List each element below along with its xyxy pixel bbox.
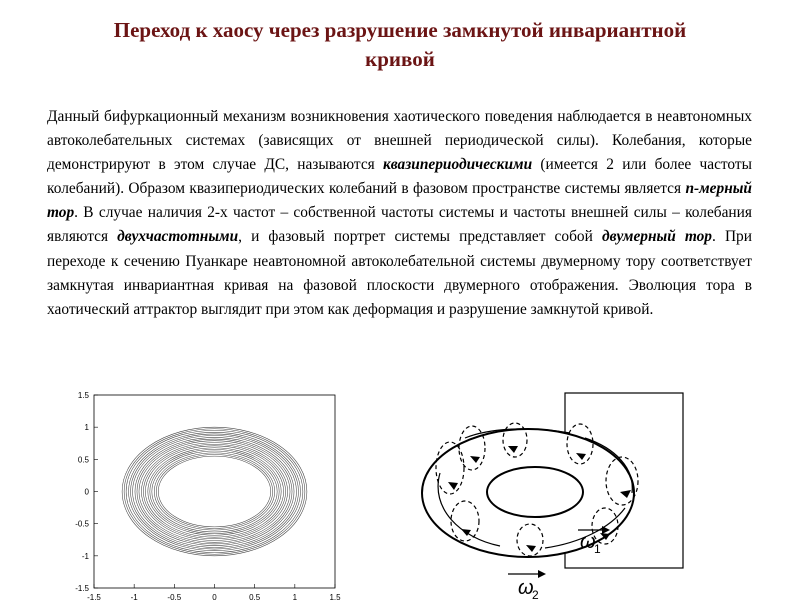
invariant-curve xyxy=(126,430,303,552)
invariant-curve xyxy=(158,456,270,527)
y-tick-label: 0.5 xyxy=(77,455,89,465)
invariant-curve xyxy=(133,436,297,548)
invariant-curve xyxy=(156,455,272,529)
text-run: (имеется 2 или более частоты колебаний). Образом квазипериодических колебаний в фазовом пространстве системы является xyxy=(47,156,752,198)
x-tick-label: 0 xyxy=(212,593,217,600)
invariant-curve xyxy=(141,443,287,541)
y-tick-label: 1 xyxy=(84,423,89,433)
x-tick-label: 1.5 xyxy=(329,593,341,600)
invariant-curve xyxy=(148,448,281,535)
omega2-label xyxy=(508,570,546,600)
y-axis-ticks xyxy=(75,391,98,593)
text-run: . В случае наличия 2-х частот – собственной частоты системы и частоты внешней силы – колебания являются xyxy=(47,204,752,246)
torus-hole xyxy=(487,467,583,517)
poincare-section-plot xyxy=(64,378,354,600)
omega1-label xyxy=(578,526,610,556)
body-paragraph xyxy=(47,105,752,322)
closed-invariant-curves xyxy=(122,427,307,556)
key-term: двухчастотными xyxy=(117,228,239,246)
text-run: , и фазовый портрет системы представляет собой xyxy=(238,228,602,246)
omega1-subscript: 1 xyxy=(594,542,601,556)
torus-diagram xyxy=(410,388,700,600)
x-tick-label: 1 xyxy=(292,593,298,600)
omega1-symbol: ω xyxy=(580,531,596,553)
invariant-curve xyxy=(150,449,279,533)
y-tick-label: -0.5 xyxy=(75,519,89,529)
invariant-curve xyxy=(137,439,292,544)
key-term: двумерный тор xyxy=(601,228,712,246)
x-axis-ticks xyxy=(87,584,341,600)
invariant-curve xyxy=(143,444,285,539)
y-tick-label: 1.5 xyxy=(77,391,89,400)
x-tick-label: 0.5 xyxy=(249,593,261,600)
text-run: Данный бифуркационный механизм возникновения хаотического поведения наблюдается в неавтономных автоколебательных системах (зависящих от внешней периодической силы). Колебания, которые демонстрируют в этом случае ДС, называются xyxy=(47,108,752,174)
plot-frame xyxy=(94,395,335,588)
invariant-curve xyxy=(154,453,275,530)
omega2-subscript: 2 xyxy=(532,588,539,600)
y-tick-label: -1 xyxy=(81,551,89,561)
x-tick-label: -1.5 xyxy=(87,593,101,600)
y-tick-label: 0 xyxy=(84,487,89,497)
x-tick-label: -1 xyxy=(130,593,138,600)
invariant-curve xyxy=(152,451,277,532)
key-term: квазипериодическими xyxy=(382,156,533,174)
invariant-curve xyxy=(135,437,294,545)
omega2-symbol: ω xyxy=(518,577,534,599)
text-run: . При переходе к сечению Пуанкаре неавтономной автоколебательной системы двумерному тору соответствует замкнутая инвариантная кривая на фазовой плоскости двумерного отображения. Эволюция тора в хаотический аттрактор выглядит при этом как деформация и разрушение замкнутой кривой. xyxy=(47,228,752,318)
y-tick-label: -1.5 xyxy=(75,584,89,593)
x-tick-label: -0.5 xyxy=(167,593,182,600)
invariant-curve xyxy=(145,446,283,537)
key-term: n-мерный тор xyxy=(47,180,752,222)
slide-title: Переход к хаосу через разрушение замкнутой инвариантной кривой xyxy=(113,18,687,71)
